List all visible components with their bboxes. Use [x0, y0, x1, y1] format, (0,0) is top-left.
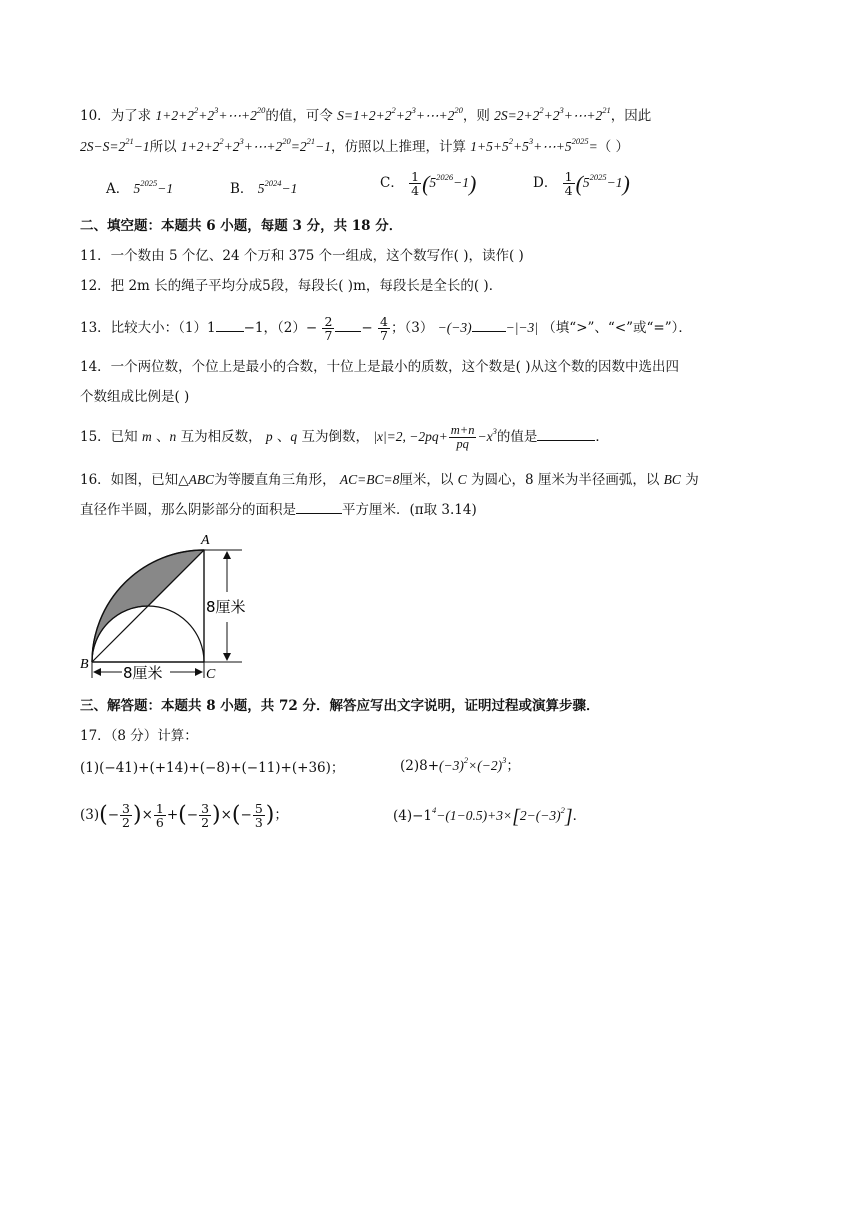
q10-option-a[interactable]: A． $5^{2025}-1$: [106, 178, 174, 197]
q12: 12．把 2m 长的绳子平均分成5段，每段长( )m，每段长是全长的( )．: [80, 278, 503, 294]
section2-heading: 二、填空题：本题共 6 小题，每题 3 分，共 18 分．: [80, 218, 403, 234]
q10-line1: 10．为了求 $1+2+2^2+2^3+\cdots+2^{20}$的值，可令 $S=1+2+2^2+2^3+\cdots+2^{20}$，则 $2S=2+2^2+2^3+\cdots+2^{21}$，因此: [80, 105, 652, 124]
q17-part4: $(4)-1^4-(1-0.5)+3\times[2-(-3)^2]$．: [393, 805, 587, 828]
q10-line2: $2S-S=2^{21}-1$所以 $1+2+2^2+2^3+\cdots+2^{20}=2^{21}-1$，仿照以上推理，计算 $1+5+5^2+5^3+\cdots+5^{2025}=$（ ）: [80, 136, 630, 155]
q17-title: 17．（8 分）计算：: [80, 728, 198, 744]
q17-part3: (3)(− $\frac{3}{2}$ )× $\frac{1}{6}$ +(− $\frac{3}{2}$ )×(− $\frac{5}{3}$ )；: [80, 801, 288, 830]
section3-heading: 三、解答题：本题共 8 小题，共 72 分．解答应写出文字说明，证明过程或演算步骤．: [80, 698, 600, 714]
q15: 15．已知 m 、n 互为相反数， p 、q 互为倒数， |x|=2, −2pq+ $\frac{m+n}{pq}$ $-x^3$的值是 ．: [80, 423, 609, 451]
q13: 13．比较大小：（1）1 −1，（2）− $\frac{2}{7}$ − $\frac{4}{7}$ ；（3） −(−3) −|−3| （填“>”、“<”或“=”）．: [80, 314, 692, 343]
q10-option-c[interactable]: C． $\frac{1}{4}$ $(5^{2026}-1)$: [380, 169, 477, 198]
q14-line2: 个数组成比例是( ): [80, 389, 190, 405]
label-height: 8厘米: [206, 598, 246, 616]
label-base: 8厘米: [123, 664, 163, 682]
label-b: B: [80, 657, 89, 672]
q11: 11．一个数由 5 个亿、24 个万和 375 个一组成，这个数写作( )，读作( ): [80, 248, 524, 264]
q10-option-b[interactable]: B． $5^{2024}-1$: [230, 178, 298, 197]
q14-line1: 14．一个两位数，个位上是最小的合数，十位上是最小的质数，这个数是( )从这个数的因数中选出四: [80, 359, 680, 375]
q16-line1: 16．如图，已知△ABC为等腰直角三角形， AC=BC=8厘米，以 C 为圆心，8 厘米为半径画弧，以 BC 为: [80, 472, 699, 488]
label-a: A: [201, 533, 210, 548]
geometry-figure: [80, 530, 256, 682]
q10-option-d[interactable]: D． $\frac{1}{4}$ $(5^{2025}-1)$: [533, 169, 630, 198]
q17-part2: $(2)8+(-3)^2\times(-2)^3$；: [400, 755, 520, 774]
q17-part1: (1)(−41)+(+14)+(−8)+(−11)+(+36)；: [80, 760, 345, 776]
q16-line2: 直径作半圆，那么阴影部分的面积是 平方厘米．(π取 3.14): [80, 502, 477, 518]
label-c: C: [206, 667, 216, 682]
